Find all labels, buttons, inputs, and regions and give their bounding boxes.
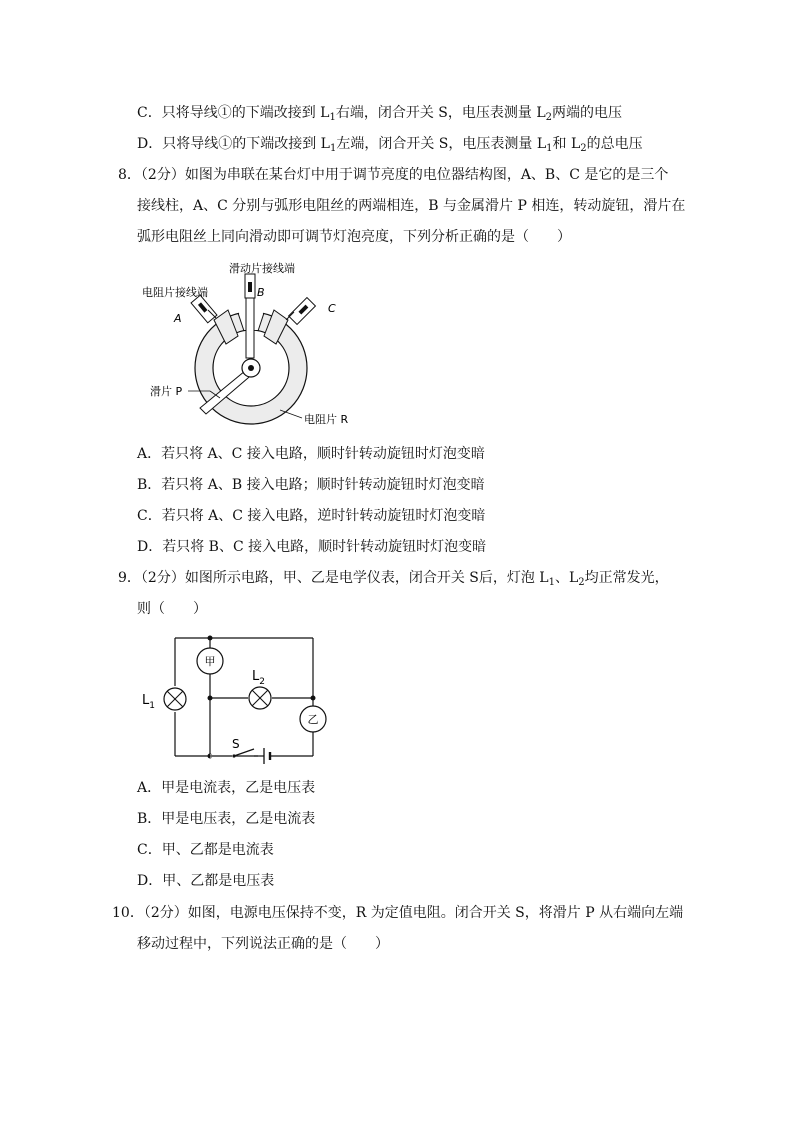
q7-d-text: D．只将导线①的下端改接到 L	[137, 136, 330, 152]
lamp-l1	[164, 688, 186, 710]
q7-d-text: 和 L	[552, 136, 581, 152]
label-slider-terminal: 滑动片接线端	[229, 262, 295, 275]
lamp-l2-label: $L_2$	[252, 669, 265, 687]
q8-stem-line2: 接线柱，A、C 分别与弧形电阻丝的两端相连，B 与金属滑片 P 相连，转动旋钮，滑片在	[137, 198, 686, 214]
meter-jia-label: 甲	[204, 655, 216, 668]
meter-yi-label: 乙	[307, 713, 319, 726]
label-resistor-r: 电阻片 R	[304, 413, 349, 426]
label-a: A	[174, 312, 182, 325]
q9-stem-sub: 1	[548, 577, 555, 588]
potentiometer-figure	[130, 258, 360, 438]
q9-stem-text: 均正常发光，	[584, 570, 669, 586]
lamp-l1-label: $L_1$	[142, 693, 155, 711]
q7-c-text: 右端，闭合开关 S，电压表测量 L	[335, 105, 546, 121]
label-resistor-terminal: 电阻片接线端	[142, 286, 208, 299]
terminal-b	[245, 274, 255, 358]
q7-c-text: C．只将导线①的下端改接到 L	[137, 105, 330, 121]
q7-option-c	[137, 103, 622, 128]
label-b: B	[257, 286, 265, 299]
q9-stem-text: 9．（2分）如图所示电路，甲、乙是电学仪表，闭合开关 S后，灯泡 L	[118, 570, 549, 586]
q7-c-text: 两端的电压	[552, 105, 623, 121]
q7-d-sub: 1	[546, 143, 553, 154]
q10-stem-line1: 10．（2分）如图，电源电压保持不变，R 为定值电阻。闭合开关 S，将滑片 P 从右端向左端	[112, 905, 684, 921]
q8-option-a: A．若只将 A、C 接入电路，顺时针转动旋钮时灯泡变暗	[137, 446, 485, 462]
q8-option-b: B．若只将 A、B 接入电路；顺时针转动旋钮时灯泡变暗	[137, 477, 485, 493]
q7-option-d	[137, 134, 643, 159]
lamp-l2	[249, 687, 271, 709]
q9-option-b: B．甲是电压表，乙是电流表	[137, 811, 316, 827]
q8-stem-line3: 弧形电阻丝上同向滑动即可调节灯泡亮度，下列分析正确的是（ ）	[137, 229, 571, 245]
battery	[254, 748, 270, 764]
q9-option-a: A．甲是电流表，乙是电压表	[137, 780, 316, 796]
q10-stem-line2: 移动过程中，下列说法正确的是（ ）	[137, 936, 389, 952]
q7-c-sub: 2	[545, 112, 553, 123]
q9-stem-line2: 则（ ）	[137, 601, 207, 617]
q9-stem-text: 、L	[554, 570, 579, 586]
q9-option-d: D．甲、乙都是电压表	[137, 873, 275, 889]
q7-d-sub: 2	[580, 143, 587, 154]
switch-s-label: S	[232, 737, 240, 751]
label-c: C	[328, 302, 336, 315]
circuit-figure	[130, 628, 350, 768]
q8-option-d: D．若只将 B、C 接入电路，顺时针转动旋钮时灯泡变暗	[137, 539, 487, 555]
label-slider-p: 滑片 P	[150, 385, 183, 398]
q7-d-text: 的总电压	[586, 136, 643, 152]
q9-option-c: C．甲、乙都是电流表	[137, 842, 274, 858]
q8-option-c: C．若只将 A、C 接入电路，逆时针转动旋钮时灯泡变暗	[137, 508, 486, 524]
q7-d-sub: 1	[329, 143, 337, 154]
q9-stem-sub: 2	[578, 577, 585, 588]
q9-stem-line1	[118, 568, 669, 593]
q8-stem-line1: 8．（2分）如图为串联在某台灯中用于调节亮度的电位器结构图，A、B、C 是它的是三个	[118, 167, 669, 183]
q7-d-text: 左端，闭合开关 S，电压表测量 L	[336, 136, 547, 152]
q7-c-sub: 1	[329, 112, 336, 123]
